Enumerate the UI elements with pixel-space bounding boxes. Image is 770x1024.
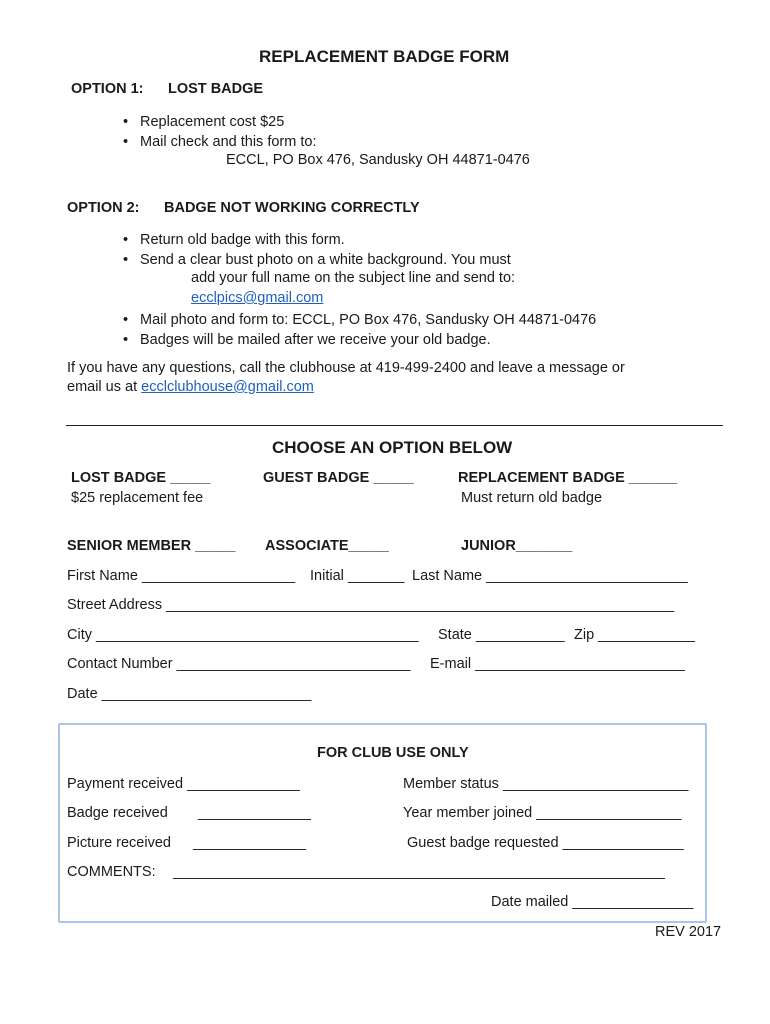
state-field[interactable]: State ___________ [438, 627, 565, 643]
senior-member-choice[interactable]: SENIOR MEMBER _____ [67, 538, 236, 554]
picture-received-line[interactable]: ______________ [193, 835, 306, 851]
comments-line[interactable]: _____________________________________________________________ [173, 864, 665, 880]
option2-photo-text-line2: add your full name on the subject line and send to: [191, 270, 516, 286]
section-divider [66, 425, 723, 426]
member-status-field[interactable]: Member status _______________________ [403, 776, 689, 792]
questions-line2-text: email us at [67, 379, 142, 395]
questions-line2 [67, 379, 314, 395]
option1-address: ECCL, PO Box 476, Sandusky OH 44871-0476 [226, 152, 530, 168]
replacement-badge-note: Must return old badge [461, 490, 603, 506]
option2-photo-text: Send a clear bust photo on a white background. You must [140, 252, 511, 268]
ecclpics-email-link[interactable]: ecclpics@gmail.com [191, 290, 324, 306]
email-field[interactable]: E-mail __________________________ [430, 656, 685, 672]
date-field[interactable]: Date __________________________ [67, 686, 312, 702]
lost-badge-choice[interactable]: LOST BADGE _____ [71, 470, 211, 486]
option1-bullets [140, 112, 317, 152]
associate-choice[interactable]: ASSOCIATE_____ [265, 538, 389, 554]
clubhouse-email-link[interactable]: ecclclubhouse@gmail.com [141, 379, 314, 395]
initial-field[interactable]: Initial _______ [310, 568, 405, 584]
option2-bullet-badges: • Badges will be mailed after we receive your old badge. [140, 330, 596, 350]
street-address-field[interactable]: Street Address _______________________________________________________________ [67, 597, 675, 613]
revision-label: REV 2017 [655, 924, 722, 940]
option1-bullet-cost: • Replacement cost $25 [140, 112, 317, 132]
replacement-badge-choice[interactable]: REPLACEMENT BADGE ______ [458, 470, 678, 486]
lost-badge-fee-note: $25 replacement fee [71, 490, 204, 506]
picture-received-label: Picture received [67, 835, 171, 851]
last-name-field[interactable]: Last Name _________________________ [412, 568, 688, 584]
option2-bullets [140, 230, 511, 270]
contact-number-field[interactable]: Contact Number _____________________________ [67, 656, 411, 672]
option2-label: OPTION 2: [67, 200, 140, 216]
zip-field[interactable]: Zip ____________ [574, 627, 695, 643]
option2-bullet-photo [140, 250, 511, 270]
questions-line1: If you have any questions, call the clubhouse at 419-499-2400 and leave a message or [67, 360, 625, 376]
option1-heading: LOST BADGE [168, 81, 264, 97]
option1-bullet-mail: • Mail check and this form to: [140, 132, 317, 152]
guest-badge-choice[interactable]: GUEST BADGE _____ [263, 470, 414, 486]
year-joined-field[interactable]: Year member joined __________________ [403, 805, 682, 821]
badge-received-label: Badge received [67, 805, 168, 821]
guest-badge-requested-field[interactable]: Guest badge requested _______________ [407, 835, 684, 851]
option2-bullets-more [140, 310, 596, 350]
payment-received-field[interactable]: Payment received ______________ [67, 776, 300, 792]
choose-option-heading: CHOOSE AN OPTION BELOW [272, 438, 513, 457]
option2-bullet-return: • Return old badge with this form. [140, 230, 511, 250]
junior-choice[interactable]: JUNIOR_______ [461, 538, 573, 554]
badge-received-line[interactable]: ______________ [198, 805, 311, 821]
comments-label: COMMENTS: [67, 864, 156, 880]
date-mailed-field[interactable]: Date mailed _______________ [491, 894, 694, 910]
city-field[interactable]: City ________________________________________ [67, 627, 419, 643]
club-use-heading: FOR CLUB USE ONLY [317, 745, 469, 761]
form-title: REPLACEMENT BADGE FORM [259, 47, 510, 66]
option2-heading: BADGE NOT WORKING CORRECTLY [164, 200, 420, 216]
option2-bullet-mail: • Mail photo and form to: ECCL, PO Box 476, Sandusky OH 44871-0476 [140, 310, 596, 330]
option1-label: OPTION 1: [71, 81, 144, 97]
first-name-field[interactable]: First Name ___________________ [67, 568, 296, 584]
